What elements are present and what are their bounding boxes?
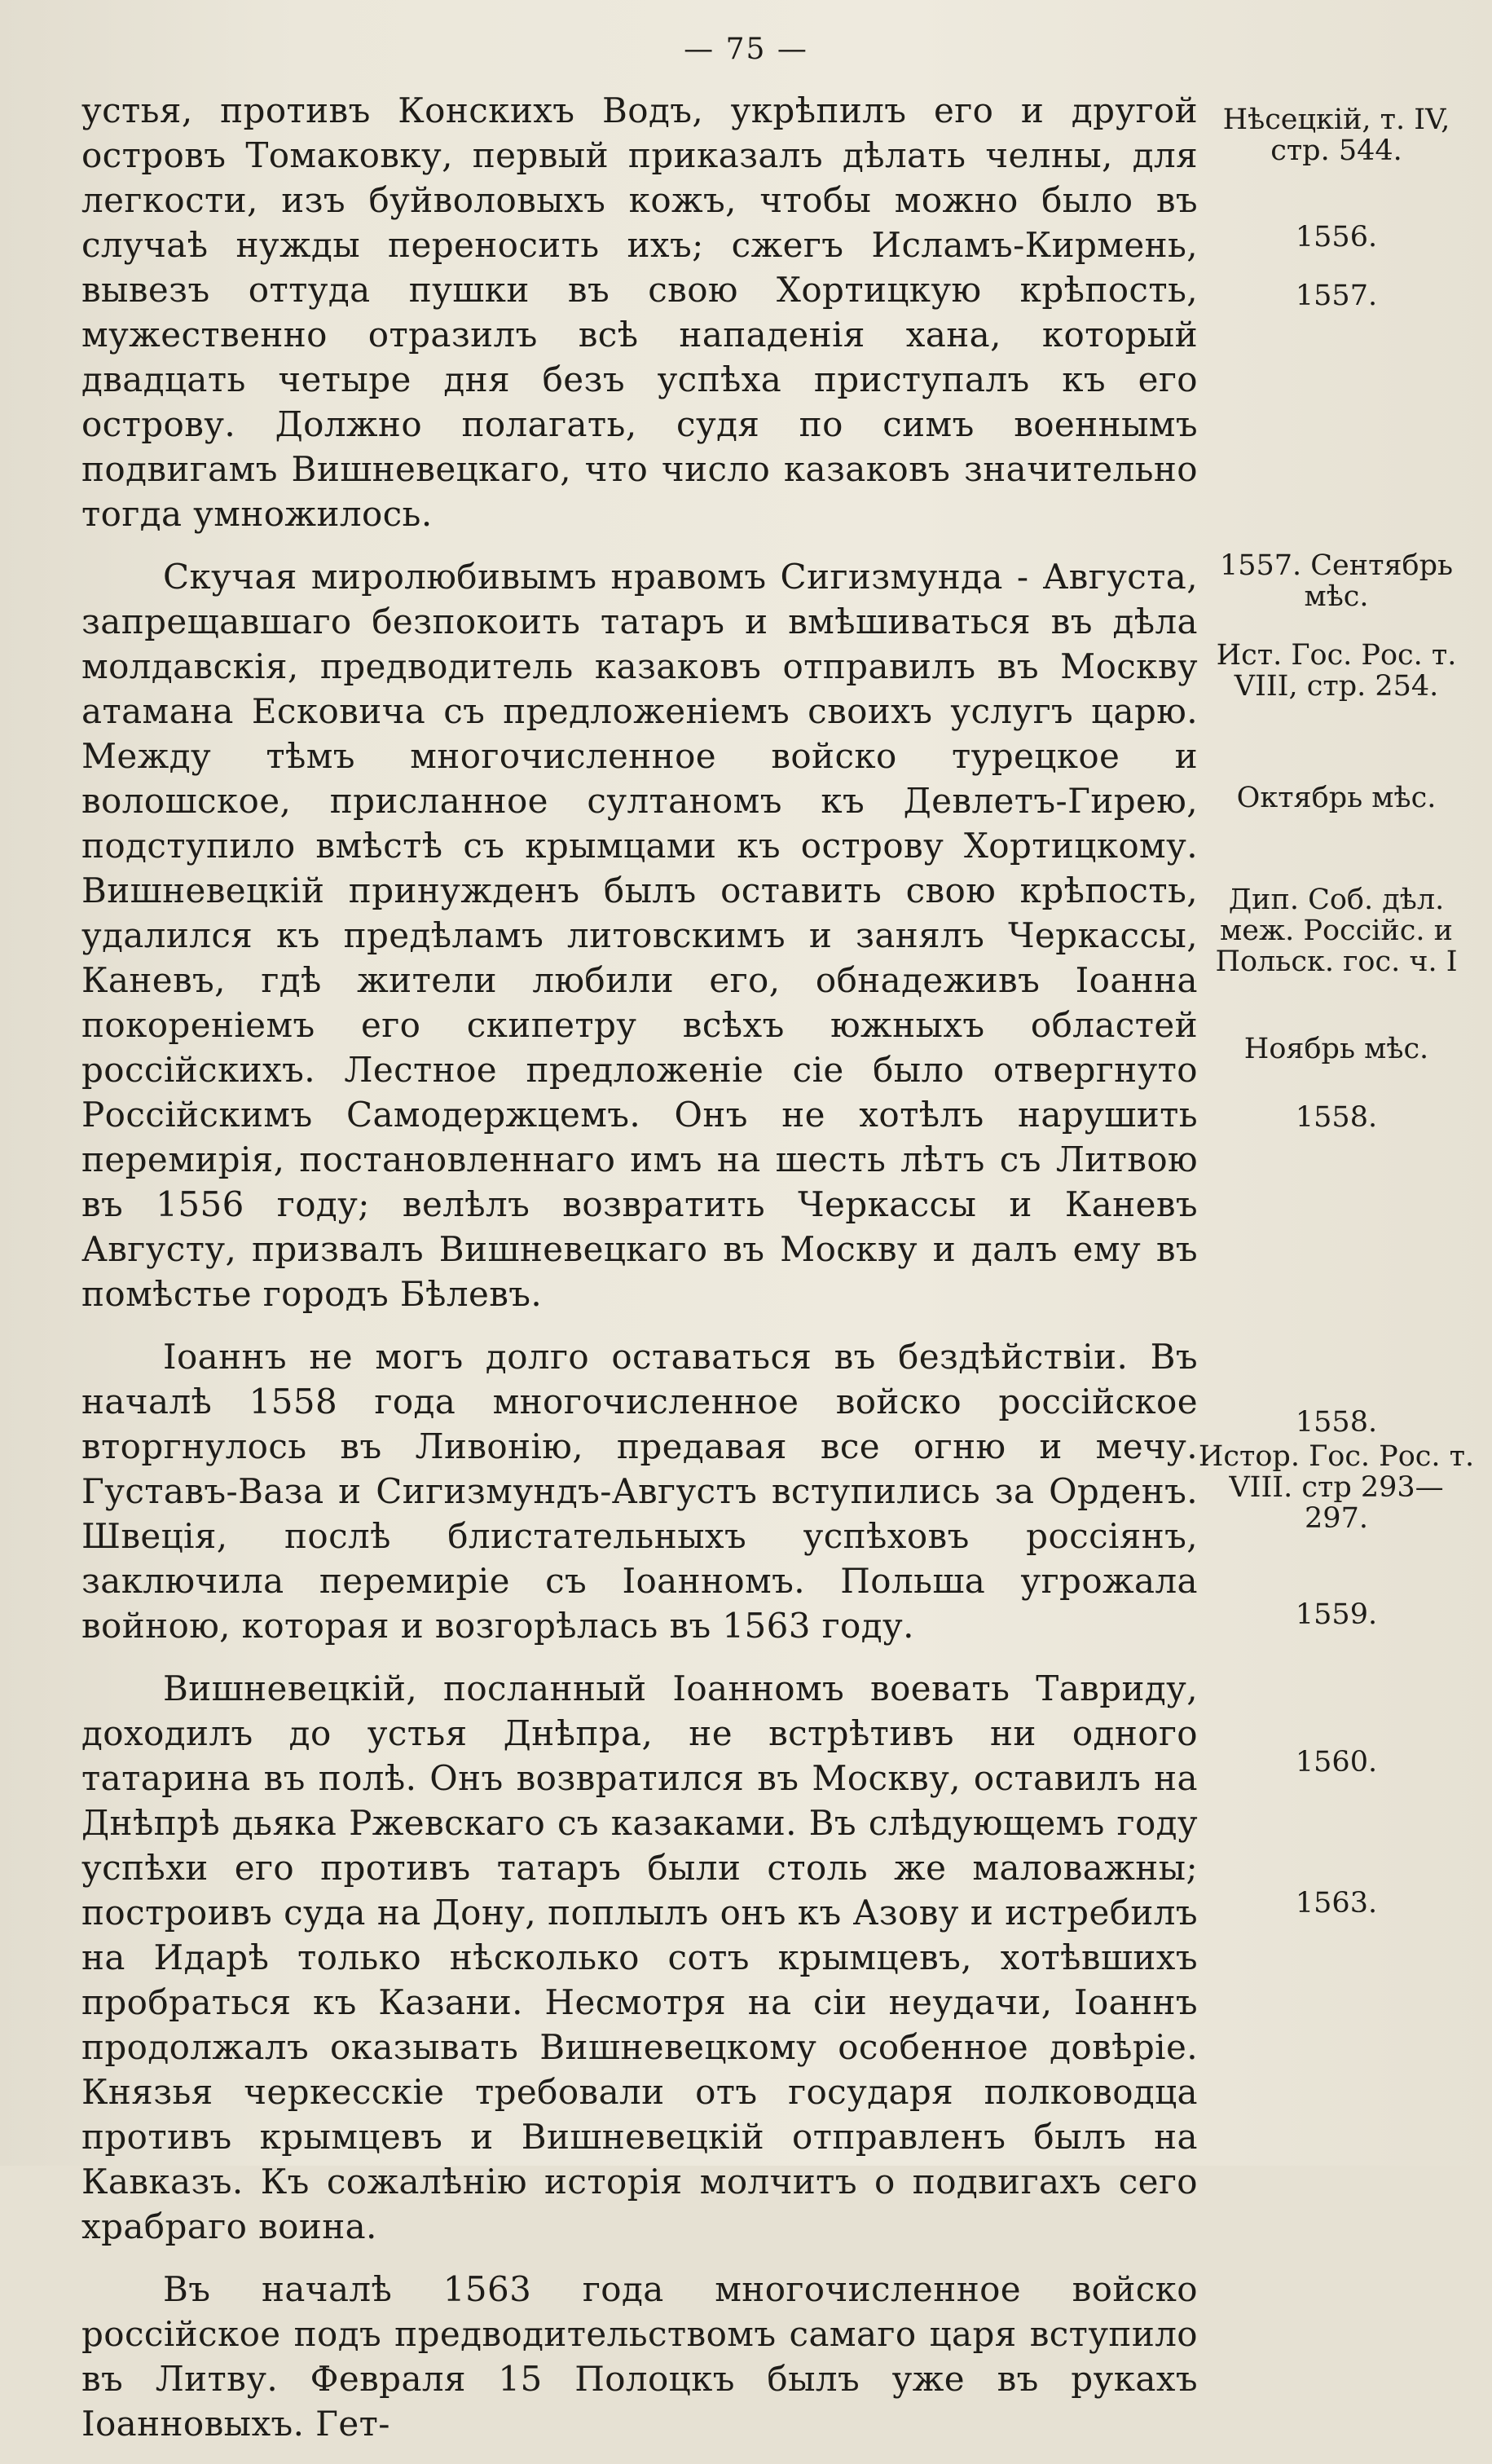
margin-note: 1563.: [1295, 1887, 1378, 1920]
margin-note: 1557. Сентябрь мѣс.: [1219, 549, 1454, 613]
margin-note: Ист. Гос. Рос. т. VIII, стр. 254.: [1216, 639, 1457, 703]
main-text-column: [81, 88, 1198, 2464]
margin-note: 1560.: [1295, 1746, 1378, 1779]
margin-note: 1556.: [1295, 221, 1378, 253]
page-number: — 75 —: [684, 33, 808, 66]
margin-note: Нѣсецкій, т. IV, стр. 544.: [1222, 104, 1450, 167]
paragraph: Въ началѣ 1563 года многочисленное войско россійское подъ предводительствомъ самаго царя вступило въ Литву. Февраля 15 Полоцкъ былъ уже въ рукахъ Іоанновыхъ. Гет-: [81, 2269, 1198, 2444]
paragraph: Вишневецкій, посланный Іоанномъ воевать Тавриду, доходилъ до устья Днѣпра, не встрѣтивъ ни одного татарина въ полѣ. Онъ возвратился въ Москву, оставилъ на Днѣпрѣ дьяка Ржевскаго съ казаками. Въ слѣдующемъ году успѣхи его противъ татаръ были столь же маловажны; построивъ суда на Дону, поплылъ онъ къ Азову и истребилъ на Идарѣ только нѣсколько сотъ крымцевъ, хотѣвшихъ пробраться къ Казани. Несмотря на сіи неудачи, Іоаннъ продолжалъ оказывать Вишневецкому особенное довѣріе. Князья черкесскіе требовали отъ государя полководца противъ крымцевъ и Вишневецкій отправленъ былъ на Кавказъ. Къ сожалѣнію исторія молчитъ о подвигахъ сего храбраго воина.: [81, 1668, 1198, 2246]
margin-note: Ноябрь мѣс.: [1243, 1033, 1429, 1065]
paragraph: Скучая миролюбивымъ нравомъ Сигизмунда - Августа, запрещавшаго безпокоить татаръ и вмѣшиваться въ дѣла молдавскія, предводитель казаковъ отправилъ въ Москву атамана Есковича съ предложеніемъ своихъ услугъ царю. Между тѣмъ многочисленное войско турецкое и волошское, присланное султаномъ къ Девлетъ-Гирею, подступило вмѣстѣ съ крымцами къ острову Хортицкому. Вишневецкій принужденъ былъ оставить свою крѣпость, удалился къ предѣламъ литовскимъ и занялъ Черкассы, Каневъ, гдѣ жители любили его, обнадеживъ Іоанна покореніемъ его скипетру всѣхъ южныхъ областей россійскихъ. Лестное предложеніе сіе было отвергнуто Россійскимъ Самодержцемъ. Онъ не хотѣлъ нарушить перемирія, постановленнаго имъ на шесть лѣтъ съ Литвою въ 1556 году; велѣлъ возвратить Черкассы и Каневъ Августу, призвалъ Вишневецкаго въ Москву и далъ ему въ помѣстье городъ Бѣлевъ.: [81, 557, 1198, 1314]
paragraph: Іоаннъ не могъ долго оставаться въ бездѣйствіи. Въ началѣ 1558 года многочисленное войско россійское вторгнулось въ Ливонію, предавая все огню и мечу. Густавъ-Ваза и Сигизмундъ-Августъ вступились за Орденъ. Швеція, послѣ блистательныхъ успѣховъ россіянъ, заключила перемиріе съ Іоанномъ. Польша угрожала войною, которая и возгорѣлась въ 1563 году.: [81, 1337, 1198, 1646]
margin-note: Истор. Гос. Рос. т. VIII. стр 293—297.: [1198, 1440, 1475, 1535]
margin-note: Дип. Соб. дѣл. меж. Россійс. и Польск. гос. ч. I: [1215, 884, 1458, 978]
paragraph: устья, противъ Конскихъ Водъ, укрѣпилъ его и другой островъ Томаковку, первый приказалъ дѣлать челны, для легкости, изъ буйволовыхъ кожъ, чтобы можно было въ случаѣ нужды переносить ихъ; сжегъ Исламъ-Кирмень, вывезъ оттуда пушки въ свою Хортицкую крѣпость, мужественно отразилъ всѣ нападенія хана, который двадцать четыре дня безъ успѣха приступалъ къ его острову. Должно полагать, судя по симъ военнымъ подвигамъ Вишневецкаго, что число казаковъ значительно тогда умножилось.: [81, 90, 1198, 534]
margin-note: 1557.: [1295, 280, 1378, 312]
margin-note: Октябрь мѣс.: [1236, 782, 1437, 814]
margin-note: 1558.: [1295, 1406, 1378, 1439]
margin-note: 1559.: [1295, 1598, 1378, 1631]
margin-note: 1558.: [1295, 1101, 1378, 1134]
